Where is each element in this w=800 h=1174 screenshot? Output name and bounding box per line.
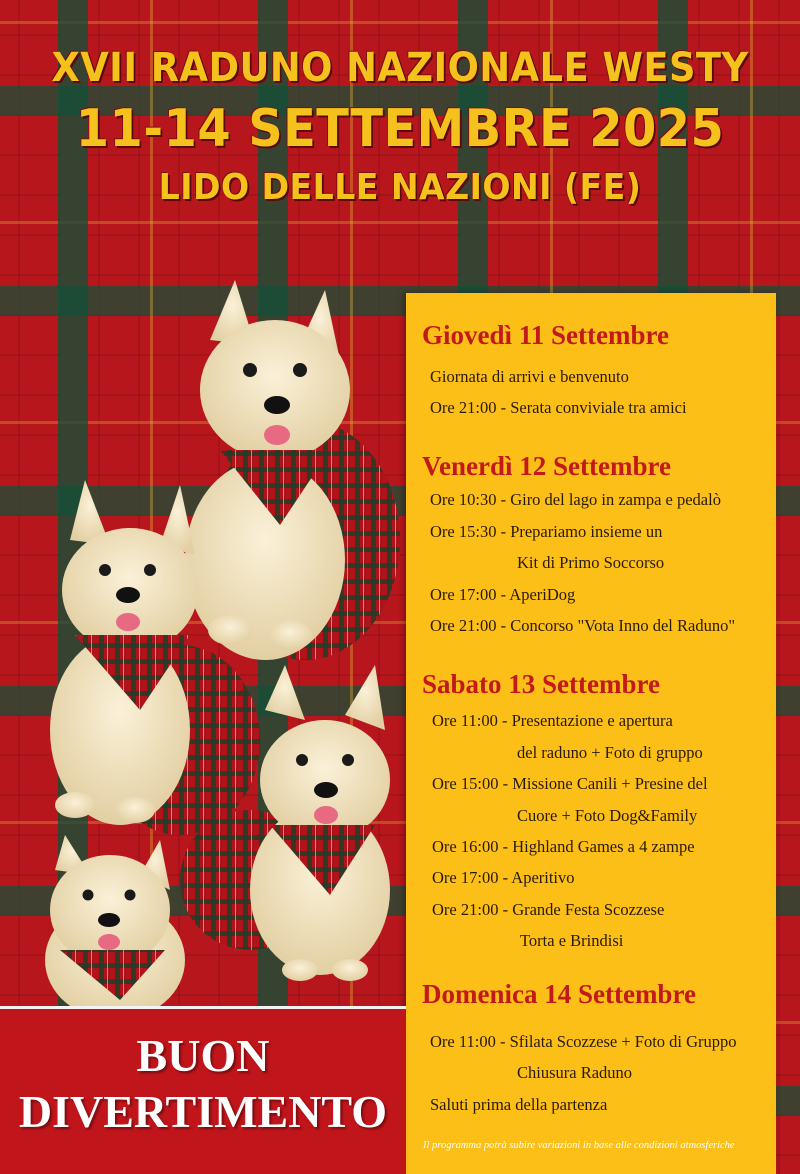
schedule-disclaimer: Il programma potrà subire variazioni in base alle condizioni atmosferiche xyxy=(423,1140,735,1151)
westie-dogs-illustration xyxy=(30,270,410,1010)
dog-4 xyxy=(45,835,185,1010)
event-item: Cuore + Foto Dog&Family xyxy=(517,806,698,825)
event-item: Ore 21:00 - Serata conviviale tra amici xyxy=(430,398,687,417)
event-title: XVII RADUNO NAZIONALE WESTY xyxy=(51,45,749,91)
poster-header xyxy=(0,40,800,214)
day-title-thursday: Giovedì 11 Settembre xyxy=(422,320,669,350)
event-item: Ore 15:00 - Missione Canili + Presine del xyxy=(432,774,708,793)
greeting-box xyxy=(0,1006,406,1174)
event-item: Ore 11:00 - Presentazione e apertura xyxy=(432,711,673,730)
event-item: Giornata di arrivi e benvenuto xyxy=(430,367,629,386)
day-title-friday: Venerdì 12 Settembre xyxy=(422,451,671,481)
dog-1 xyxy=(185,280,400,660)
event-item: Saluti prima della partenza xyxy=(430,1095,608,1114)
event-item: Ore 10:30 - Giro del lago in zampa e pedalò xyxy=(430,490,721,509)
day-title-saturday: Sabato 13 Settembre xyxy=(422,669,660,699)
event-item: Ore 21:00 - Grande Festa Scozzese xyxy=(432,900,665,919)
event-item: Ore 17:00 - Aperitivo xyxy=(432,868,575,887)
event-item: Torta e Brindisi xyxy=(520,931,624,950)
event-item: Ore 21:00 - Concorso "Vota Inno del Raduno" xyxy=(430,616,736,635)
event-item: Kit di Primo Soccorso xyxy=(517,553,665,572)
event-item: Ore 11:00 - Sfilata Scozzese + Foto di Gruppo xyxy=(430,1032,737,1051)
dogs-image xyxy=(30,270,410,1010)
event-location: LIDO DELLE NAZIONI (FE) xyxy=(158,167,642,208)
event-item: Ore 16:00 - Highland Games a 4 zampe xyxy=(432,837,695,856)
day-title-sunday: Domenica 14 Settembre xyxy=(422,979,696,1009)
greeting-line-2: DIVERTIMENTO xyxy=(18,1086,388,1137)
greeting-line-1: BUON xyxy=(136,1030,270,1081)
event-dates: 11-14 SETTEMBRE 2025 xyxy=(75,99,725,159)
event-item: Ore 15:30 - Prepariamo insieme un xyxy=(430,522,663,541)
event-item: Chiusura Raduno xyxy=(517,1063,633,1082)
event-item: del raduno + Foto di gruppo xyxy=(517,743,703,762)
event-item: Ore 17:00 - AperiDog xyxy=(430,585,576,604)
